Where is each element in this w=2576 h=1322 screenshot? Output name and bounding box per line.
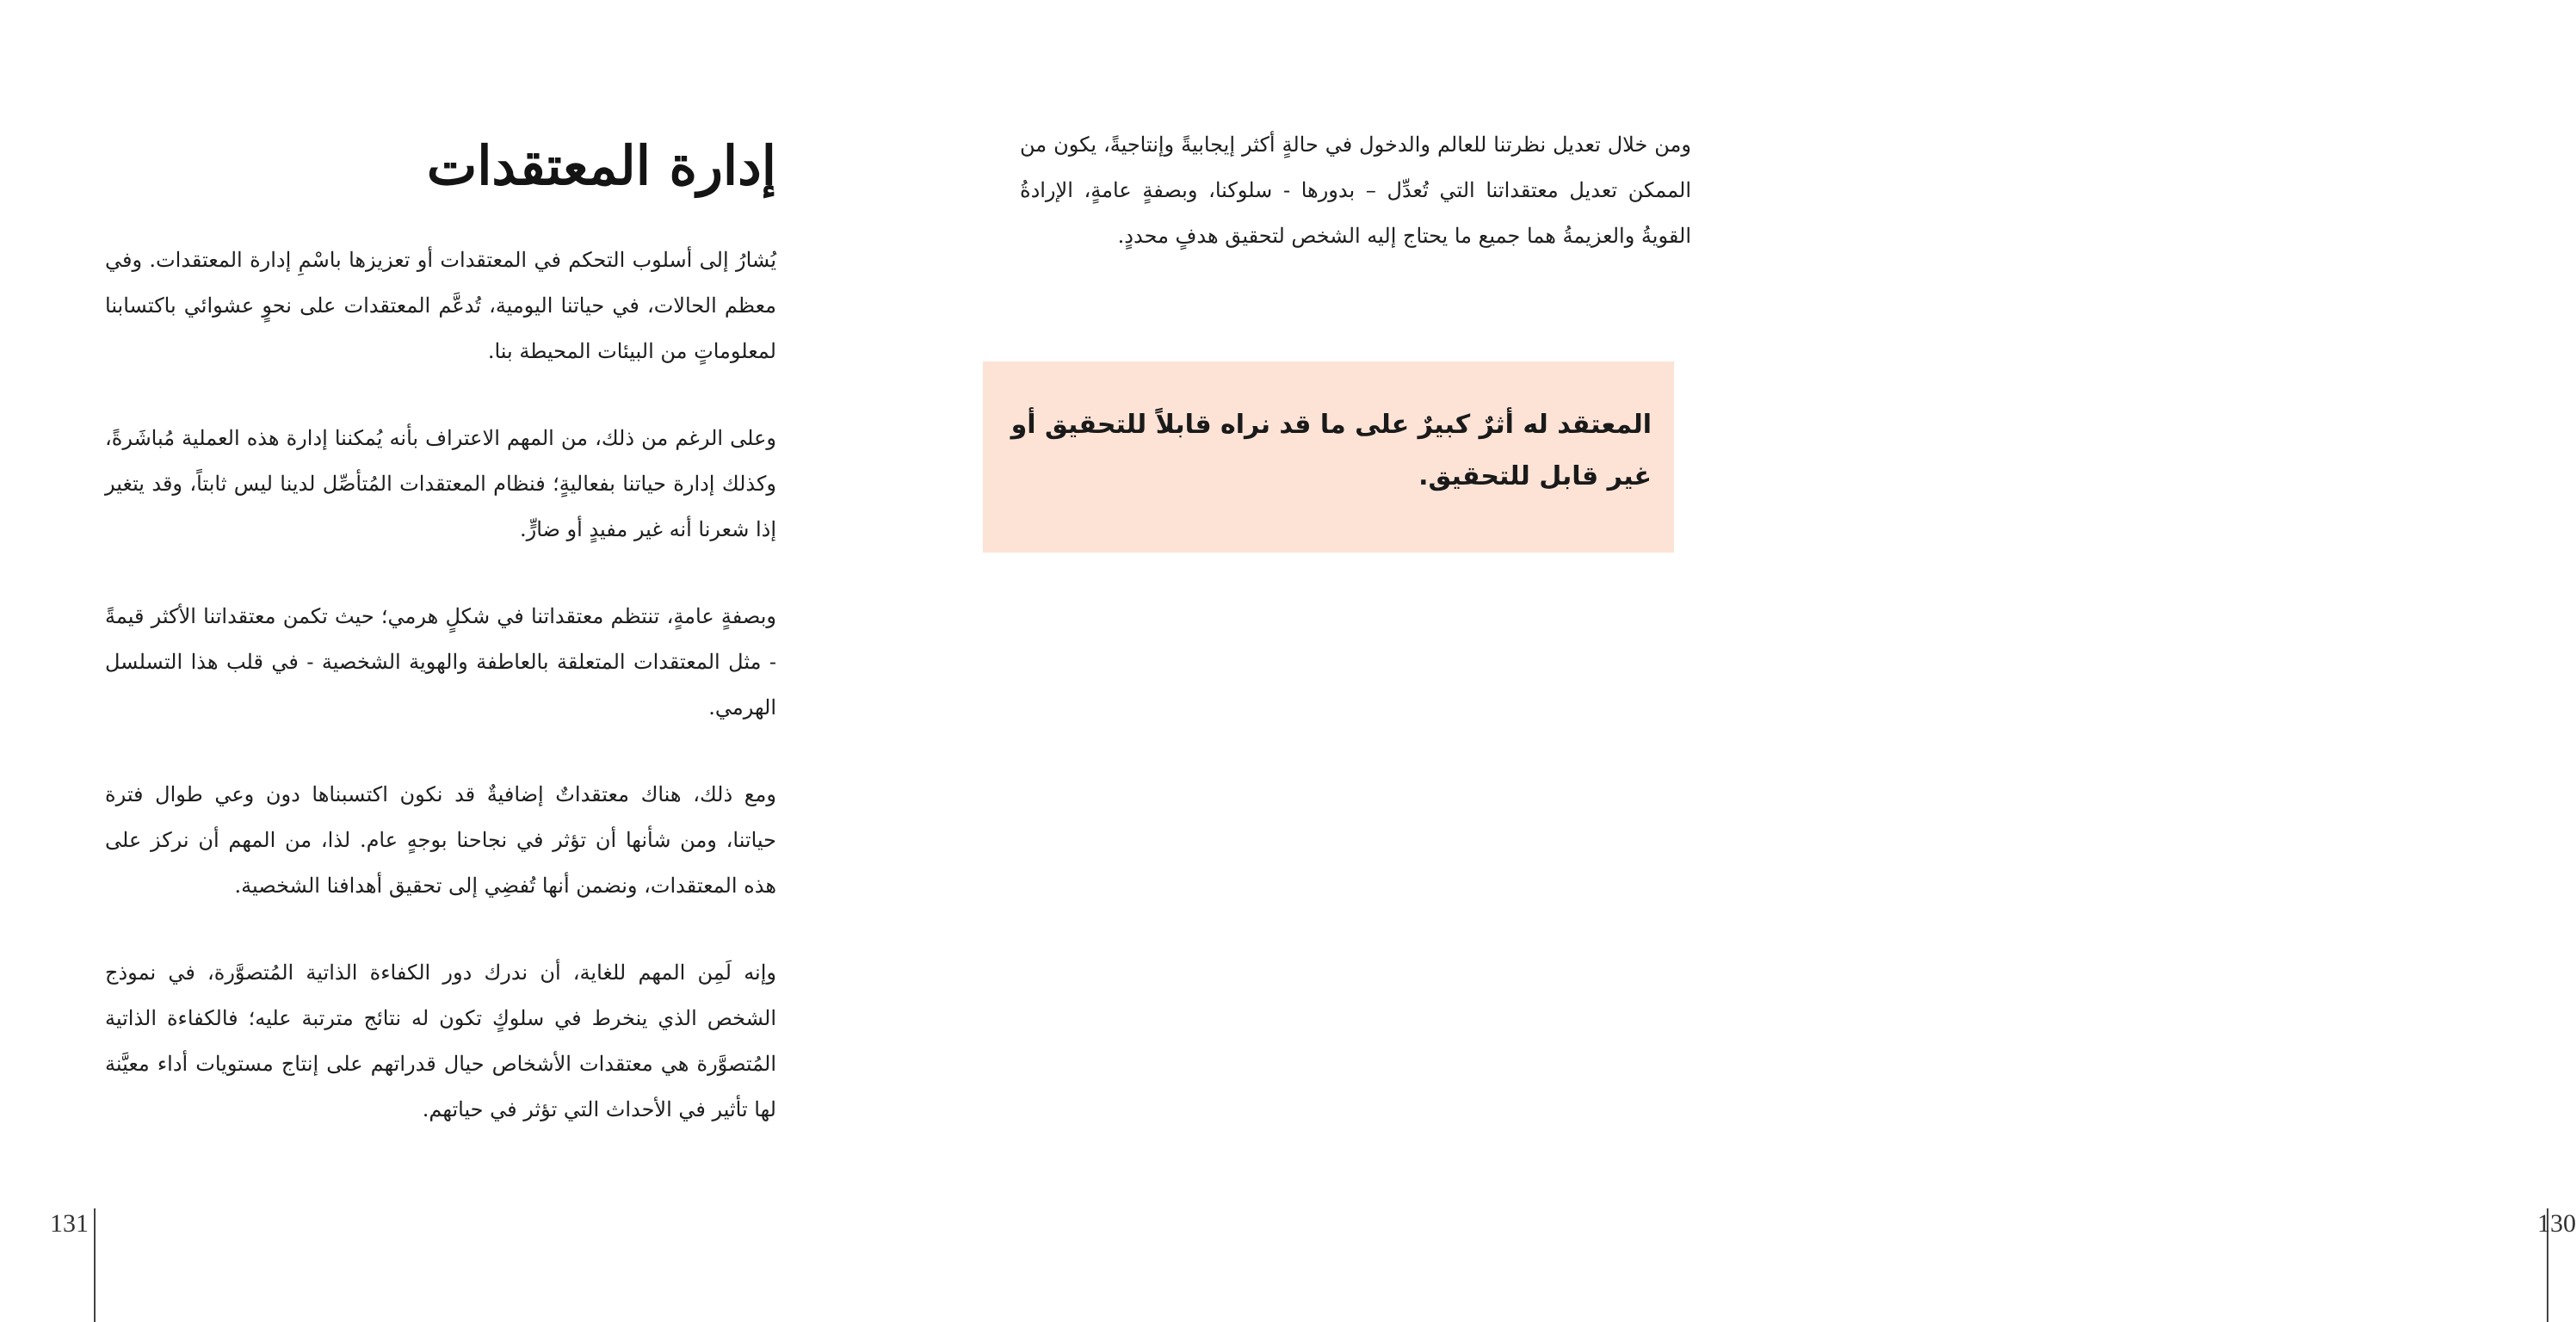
body-text [105, 238, 776, 1174]
callout-box [983, 361, 1674, 553]
page-title: إدارة المعتقدات [426, 134, 776, 197]
paragraph-1: يُشارُ إلى أسلوب التحكم في المعتقدات أو تعزيزها باسْمِ إدارة المعتقدات. وفي معظم الحالات، في حياتنا اليومية، تُدعَّم المعتقدات على نحوٍ عشوائي باكتسابنا لمعلوماتٍ من البيئات المحيطة بنا. [105, 248, 777, 363]
page-divider-left [94, 1208, 96, 1322]
page-number-right: 130 [2537, 1209, 2576, 1238]
right-page [881, 0, 2576, 1322]
intro-paragraph: ومن خلال تعديل نظرتنا للعالم والدخول في حالةٍ أكثر إيجابيةً وإنتاجيةً، يكون من الممكن تعديل معتقداتنا التي تُعدِّل – بدورها - سلوكنا، وبصفةٍ عامةٍ، الإرادةُ القويةُ والعزيمةُ هما جميع ما يحتاج إليه الشخص لتحقيق هدفٍ محددٍ. [1020, 133, 1691, 248]
left-page [0, 0, 881, 1322]
paragraph-2: وعلى الرغم من ذلك، من المهم الاعتراف بأنه يُمكننا إدارة هذه العملية مُباشَرةً، وكذلك إدارة حياتنا بفعاليةٍ؛ فنظام المعتقدات المُتأصِّل لدينا ليس ثابتاً، وقد يتغير إذا شعرنا أنه غير مفيدٍ أو ضارٍّ. [105, 426, 776, 541]
paragraph-5: وإنه لَمِن المهم للغاية، أن ندرك دور الكفاءة الذاتية المُتصوَّرة، في نموذج الشخص الذي ينخرط في سلوكٍ تكون له نتائج مترتبة عليه؛ فالكفاءة الذاتية المُتصوَّرة هي معتقدات الأشخاص حيال قدراتهم على إنتاج مستويات أداء معيَّنة لها تأثير في الأحداث التي تؤثر في حياتهم. [105, 961, 776, 1121]
page-number-left: 131 [50, 1209, 89, 1238]
callout-text: المعتقد له أثرٌ كبيرٌ على ما قد نراه قابلاً للتحقيق أو غير قابل للتحقيق. [1010, 410, 1652, 491]
paragraph-4: ومع ذلك، هناك معتقداتٌ إضافيةٌ قد نكون اكتسبناها دون وعي طوال فترة حياتنا، ومن شأنها أن تؤثر في نجاحنا بوجهٍ عام. لذا، من المهم أن نركز على هذه المعتقدات، ونضمن أنها تُفضِي إلى تحقيق أهدافنا الشخصية. [105, 782, 776, 898]
paragraph-3: وبصفةٍ عامةٍ، تنتظم معتقداتنا في شكلٍ هرمي؛ حيث تكمن معتقداتنا الأكثر قيمةً - مثل المعتقدات المتعلقة بالعاطفة والهوية الشخصية - في قلب هذا التسلسل الهرمي. [105, 604, 776, 720]
